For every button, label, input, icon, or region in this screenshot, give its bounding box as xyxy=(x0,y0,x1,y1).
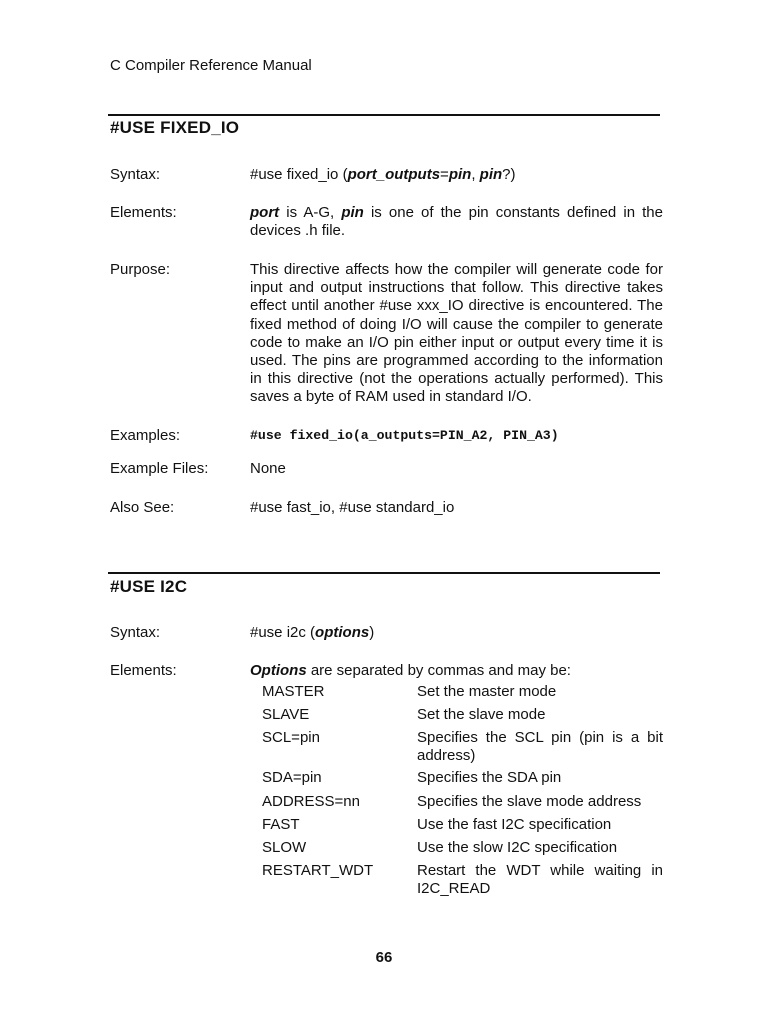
i2c-syntax-arg-options: options xyxy=(315,624,370,641)
syntax-suffix: ?) xyxy=(502,166,516,183)
section-rule-i2c xyxy=(108,572,660,574)
option-desc: Set the master mode xyxy=(417,683,557,700)
option-name: RESTART_WDT xyxy=(262,862,374,879)
elements-mid: is A-G, xyxy=(279,204,342,221)
i2c-syntax-prefix: #use i2c ( xyxy=(250,624,316,641)
syntax-comma: , xyxy=(471,166,480,183)
option-desc: Specifies the SCL pin (pin is a bit address) xyxy=(417,729,663,765)
option-name: SLAVE xyxy=(262,706,310,723)
running-header: C Compiler Reference Manual xyxy=(110,57,312,74)
page-number: 66 xyxy=(375,949,393,966)
option-desc: Use the slow I2C specification xyxy=(417,839,618,856)
option-name: SLOW xyxy=(262,839,307,856)
option-desc: Restart the WDT while waiting in I2C_READ xyxy=(417,862,663,898)
option-name: SDA=pin xyxy=(262,769,322,786)
syntax-value xyxy=(250,166,663,184)
option-name: SCL=pin xyxy=(262,729,320,746)
elements-label: Elements: xyxy=(110,204,177,221)
option-name: FAST xyxy=(262,816,300,833)
syntax-label: Syntax: xyxy=(110,166,161,183)
syntax-prefix: #use fixed_io ( xyxy=(250,166,348,183)
i2c-syntax-value xyxy=(250,624,663,642)
option-desc: Specifies the slave mode address xyxy=(417,793,642,810)
i2c-elements-intro xyxy=(250,662,663,680)
elements-value xyxy=(250,204,663,240)
also-see-value: #use fast_io, #use standard_io xyxy=(250,499,455,516)
syntax-arg-pin-optional: pin xyxy=(479,166,503,183)
elements-term-port: port xyxy=(250,204,280,221)
section-title-i2c: #USE I2C xyxy=(110,577,188,596)
also-see-label: Also See: xyxy=(110,499,175,516)
i2c-syntax-label: Syntax: xyxy=(110,624,161,641)
example-files-label: Example Files: xyxy=(110,460,209,477)
i2c-syntax-suffix: ) xyxy=(369,624,375,641)
option-name: ADDRESS=nn xyxy=(262,793,360,810)
syntax-arg-port-outputs: port_outputs xyxy=(347,166,441,183)
elements-rest: is one of the pin constants defined in the devices .h file. xyxy=(250,204,663,240)
i2c-elements-label: Elements: xyxy=(110,662,177,679)
i2c-elements-rest: are separated by commas and may be: xyxy=(306,662,571,679)
section-rule-fixed-io xyxy=(108,114,660,116)
section-title-fixed-io: #USE FIXED_IO xyxy=(110,118,240,137)
purpose-label: Purpose: xyxy=(110,261,171,278)
syntax-arg-pin: pin xyxy=(448,166,472,183)
example-code: #use fixed_io(a_outputs=PIN_A2, PIN_A3) xyxy=(250,428,559,443)
option-desc: Use the fast I2C specification xyxy=(417,816,612,833)
examples-label: Examples: xyxy=(110,427,181,444)
option-name: MASTER xyxy=(262,683,325,700)
option-desc: Set the slave mode xyxy=(417,706,546,723)
i2c-elements-term-options: Options xyxy=(250,662,307,679)
option-desc: Specifies the SDA pin xyxy=(417,769,562,786)
example-files-value: None xyxy=(250,460,286,477)
elements-term-pin: pin xyxy=(341,204,364,221)
purpose-text: This directive affects how the compiler will generate code for input and output instructions that follow. This directive takes effect until another #use xxx_IO directive is encountered. The fixed method of doing I/O will cause the compiler to generate code to make an I/O pin either input or output every time it is used. The pins are programmed according to the information in this directive (not the operations actually performed). This saves a byte of RAM used in standard I/O. xyxy=(250,261,663,406)
syntax-equals: = xyxy=(440,166,449,183)
